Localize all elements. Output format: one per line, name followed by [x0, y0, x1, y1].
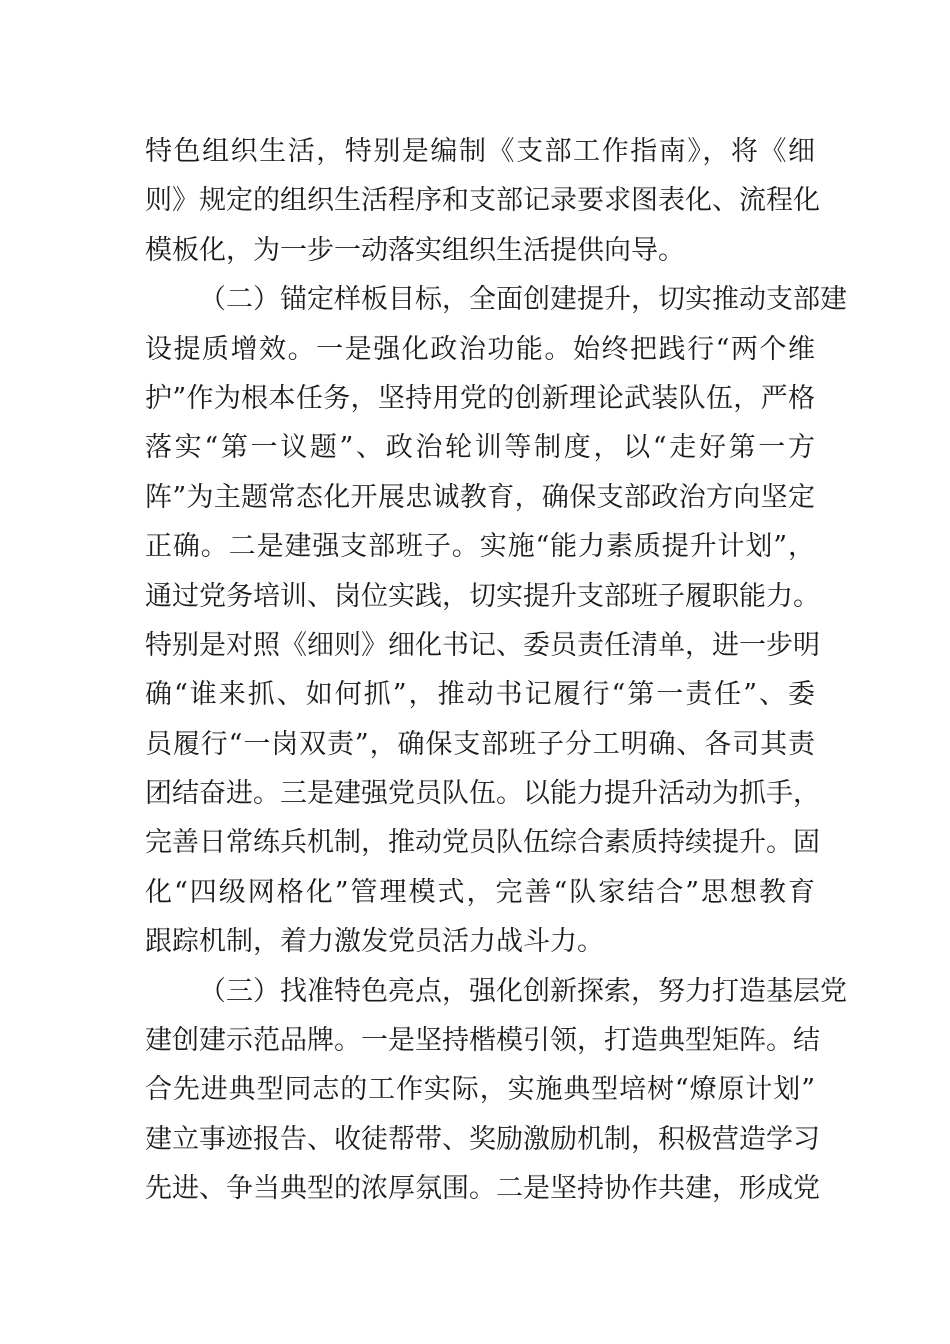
text-line-19: 建创建示范品牌。一是坚持楷模引领，打造典型矩阵。结: [145, 1025, 820, 1057]
text-line-7: 落实“第一议题”、政治轮训等制度，以“走好第一方: [145, 432, 815, 464]
text-line-1: 特色组织生活，特别是编制《支部工作指南》，将《细: [145, 136, 815, 167]
text-line-10: 通过党务培训、岗位实践，切实提升支部班子履职能力。: [145, 580, 820, 612]
text-line-18: （三）找准特色亮点，强化创新探索，努力打造基层党: [199, 975, 847, 1007]
text-line-21: 建立事迹报告、收徒帮带、奖励激励机制，积极营造学习: [145, 1123, 820, 1155]
text-line-13: 员履行“一岗双责”，确保支部班子分工明确、各司其责: [145, 728, 815, 760]
text-line-11: 特别是对照《细则》细化书记、委员责任清单，进一步明: [145, 629, 820, 661]
text-line-12: 确“谁来抓、如何抓”，推动书记履行“第一责任”、委: [145, 679, 815, 711]
text-line-22: 先进、争当典型的浓厚氛围。二是坚持协作共建，形成党: [145, 1173, 820, 1205]
text-line-5: 设提质增效。一是强化政治功能。始终把践行“两个维: [145, 333, 815, 365]
text-line-8: 阵”为主题常态化开展忠诚教育，确保支部政治方向坚定: [145, 481, 815, 513]
text-line-14: 团结奋进。三是建强党员队伍。以能力提升活动为抓手，: [145, 778, 820, 810]
text-line-17: 跟踪机制，着力激发党员活力战斗力。: [145, 926, 604, 958]
text-line-16: 化“四级网格化”管理模式，完善“队家结合”思想教育: [145, 876, 815, 908]
text-line-20: 合先进典型同志的工作实际，实施典型培树“燎原计划”: [145, 1074, 815, 1106]
text-line-9: 正确。二是建强支部班子。实施“能力素质提升计划”，: [145, 531, 815, 563]
text-line-3: 模板化，为一步一动落实组织生活提供向导。: [145, 234, 685, 266]
text-line-15: 完善日常练兵机制，推动党员队伍综合素质持续提升。固: [145, 827, 820, 859]
document-body: [145, 127, 847, 1214]
text-line-2: 则》规定的组织生活程序和支部记录要求图表化、流程化: [145, 185, 820, 217]
text-line-4: （二）锚定样板目标，全面创建提升，切实推动支部建: [199, 284, 847, 316]
text-line-6: 护”作为根本任务，坚持用党的创新理论武装队伍，严格: [145, 382, 815, 414]
